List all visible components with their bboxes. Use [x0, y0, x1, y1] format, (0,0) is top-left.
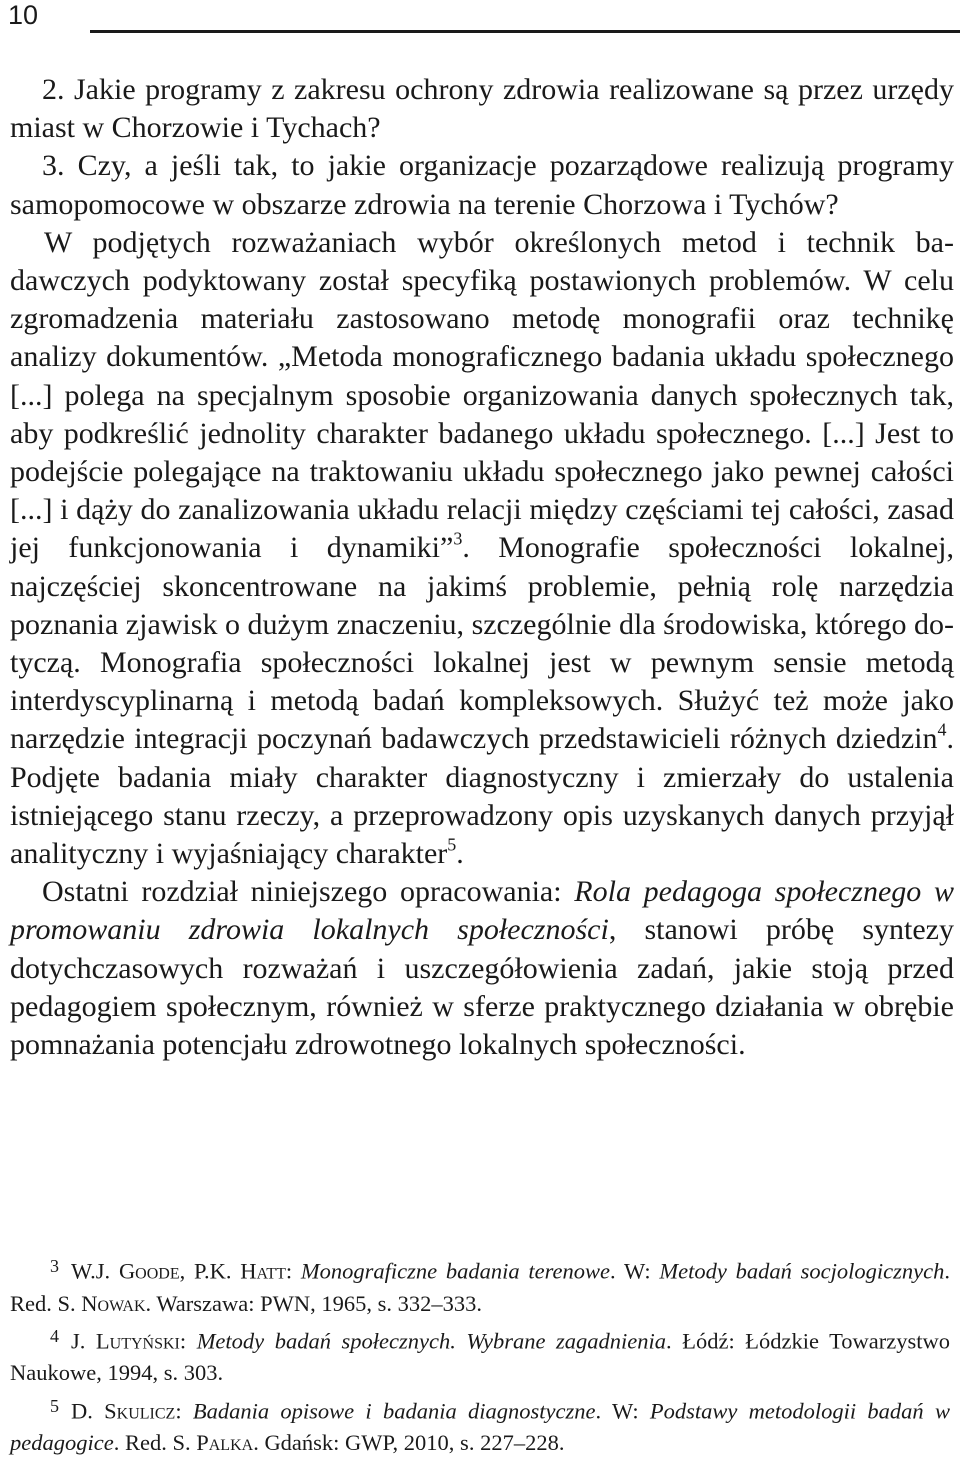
footnote-4: $^4$ J. Lutyński: Metody badań społecznych. Wybrane zagadnienia. Łódź: Łódzkie Towarzystwo Naukowe, 1994, s. 303.: [10, 1325, 950, 1386]
page-header: [0, 0, 960, 50]
paragraph-last-chapter: Ostatni rozdział niniejszego opracowania: Rola pedagoga społecznego w promowaniu zdrowia lokalnych społeczności, stanowi próbę syntezy dotychczasowych rozważań i uszczegółowienia zadań, jakie stoją przed pedagogiem społecznym, również w sferze praktycznego działania w obrębie pomnażania potencjału zdrowotnego lokalnych społeczności.: [10, 875, 954, 1062]
question-3: 3. Czy, a jeśli tak, to jakie organizacje pozarządowe realizują programy samopomocowe w obszarze zdrowia na terenie Chorzowa i Tychów?: [10, 149, 954, 221]
paragraph-methods: W podjętych rozważaniach wybór określonych metod i technik badawczych podyktowany został specyfiką postawionych problemów. W celu zgromadzenia materiału zastosowano metodę monografii oraz technikę analizy dokumentów. „Metoda monograficznego badania układu społecznego [...] polega na specjalnym sposobie organizowania danych społecznych tak, aby podkreślić jednolity charakter badanego układu społecznego. [...] Jest to podejście polegające na traktowaniu układu społecznego jako pewnej całości [...] i dąży do zanalizowania układu relacji między częściami tej całości, zasad jej funkcjonowania i dynamiki”$^3$. Monografie społeczności lokalnej, najczęściej skoncentrowane na jakimś problemie, pełnią rolę narzędzia poznania zjawisk o dużym znaczeniu, szczególnie dla środowiska, którego dotyczą. Monografia społeczności lokalnej jest w pewnym sensie metodą interdyscyplinarną i metodą badań kompleksowych. Służyć też może jako narzędzie integracji poczynań badawczych przedstawicieli różnych dziedzin$^4$. Podjęte badania miały charakter diagnostyczny i zmierzały do ustalenia istniejącego stanu rzeczy, a przeprowadzony opis uzyskanych danych przyjął analityczny i wyjaśniający charakter$^5$.: [10, 225, 954, 871]
footnote-ref-3[interactable]: 3: [453, 528, 463, 549]
footnote-5: $^5$ D. Skulicz: Badania opisowe i badania diagnostyczne. W: Podstawy metodologii badań w pedagogice. Red. S. Palka. Gdańsk: GWP, 2010, s. 227–228.: [10, 1395, 950, 1456]
footnote-ref-5[interactable]: 5: [447, 834, 457, 855]
chapter-title: Rola pedagoga społecznego w promowaniu zdrowia lokalnych społeczności: [10, 875, 954, 947]
page-number: 10: [8, 0, 39, 30]
main-text: [10, 71, 954, 1064]
footnotes: [10, 1250, 950, 1460]
footnote-3: $^3$ W.J. Goode, P.K. Hatt: Monograficzne badania terenowe. W: Metody badań socjologicznych. Red. S. Nowak. Warszawa: PWN, 1965, s. 332–333.: [10, 1256, 950, 1316]
question-2: 2. Jakie programy z zakresu ochrony zdrowia realizowane są przez urzędy miast w Chorzowie i Tychach?: [10, 73, 954, 145]
footnote-ref-4[interactable]: 4: [937, 719, 947, 740]
header-rule: [90, 30, 960, 33]
